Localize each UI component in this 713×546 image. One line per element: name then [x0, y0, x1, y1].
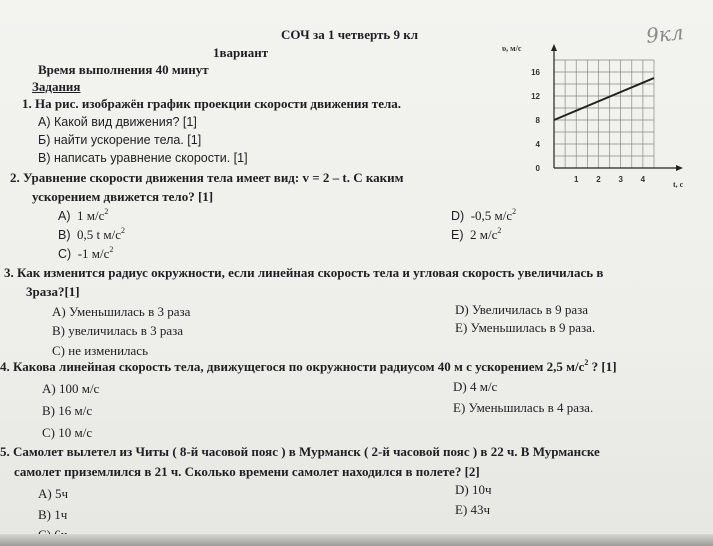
chart-x-tick-label: 2: [596, 175, 601, 184]
question-5-option-d: D) 10ч: [455, 482, 492, 497]
time-label: Время выполнения 40 минут: [38, 62, 209, 77]
question-4-option-b: В) 16 м/с: [42, 403, 93, 418]
question-3-option-c: С) не изменилась: [52, 343, 149, 358]
chart-axes: [551, 44, 683, 171]
question-4-option-a: А) 100 м/с: [42, 381, 100, 396]
page-bottom-shadow: [0, 534, 713, 546]
question-2-option-b: В) 0,5 t $м/с^2$: [58, 226, 125, 242]
question-5-option-b: В) 1ч: [38, 507, 68, 522]
variant-label: 1вариант: [213, 45, 269, 60]
question-5-line1: 5. Самолет вылетел из Читы ( 8-й часовой пояс ) в Мурманск ( 2-й часовой пояс ) в 22 ч. В Мурманске: [0, 444, 600, 459]
chart-y-tick-label: 4: [535, 140, 540, 149]
chart-y-tick-label: 12: [531, 92, 540, 101]
chart-x-tick-label: 4: [640, 175, 646, 184]
chart-x-axis-label: t, с: [673, 180, 684, 189]
question-3-option-b: В) увеличилась в 3 раза: [52, 323, 184, 338]
chart-y-axis-label: υ, м/с: [502, 44, 522, 53]
chart-x-tick-label: 3: [618, 175, 623, 184]
question-1-part-a: А) Какой вид движения? [1]: [38, 115, 197, 129]
question-2-option-d: D) -0,5 $м/с^2$: [451, 207, 517, 223]
question-2-option-a: А) 1 $м/с^2$: [58, 207, 109, 223]
question-1-part-c: В) написать уравнение скорости. [1]: [38, 151, 248, 165]
question-4-option-e: Е) Уменьшилась в 4 раза.: [453, 400, 594, 415]
question-3-option-e: Е) Уменьшилась в 9 раза.: [455, 320, 596, 335]
velocity-time-chart: [490, 40, 700, 200]
question-1-part-b: Б) найти ускорение тела. [1]: [38, 133, 202, 147]
question-4-text: 4. Какова линейная скорость тела, движущегося по окружности радиусом 40 м с ускорением 2,5 $м/с^2$ ? [1]: [0, 358, 617, 374]
tasks-heading: Задания: [32, 79, 81, 94]
chart-y-tick-label: 8: [535, 116, 540, 125]
chart-y-tick-label: 0: [535, 164, 540, 173]
question-5-line2: самолет приземлился в 21 ч. Сколько времени самолет находился в полете? [2]: [14, 464, 480, 479]
question-4-option-c: С) 10 м/с: [42, 425, 93, 440]
question-2-line2: ускорением движется тело? [1]: [32, 189, 214, 204]
chart-y-axis-arrow: [551, 44, 557, 51]
question-1-text: 1. На рис. изображён график проекции скорости движения тела.: [22, 96, 402, 111]
question-5-option-a: А) 5ч: [38, 486, 69, 501]
chart-y-tick-label: 16: [531, 68, 540, 77]
chart-tick-labels: [531, 68, 646, 184]
question-2-option-c: С) -1 $м/с^2$: [58, 245, 114, 261]
chart-x-axis-arrow: [676, 165, 683, 171]
page-title: СОЧ за 1 четверть 9 кл: [281, 27, 419, 42]
question-3-line1: 3. Как изменится радиус окружности, если линейная скорость тела и угловая скорость увеличилась в: [4, 265, 604, 280]
question-3-line2: 3раза?[1]: [26, 284, 80, 299]
chart-x-tick-label: 1: [573, 175, 579, 184]
question-5-option-e: Е) 43ч: [455, 502, 491, 517]
handwritten-signature: 9кл: [644, 20, 685, 48]
question-2-line1: 2. Уравнение скорости движения тела имеет вид: v = 2 – t. С каким: [10, 170, 404, 185]
question-3-option-a: А) Уменьшилась в 3 раза: [52, 304, 191, 319]
question-2-option-e: Е) 2 $м/с^2$: [451, 226, 502, 242]
question-3-option-d: D) Увеличилась в 9 раза: [455, 302, 588, 317]
question-4-option-d: D) 4 м/с: [453, 379, 498, 394]
